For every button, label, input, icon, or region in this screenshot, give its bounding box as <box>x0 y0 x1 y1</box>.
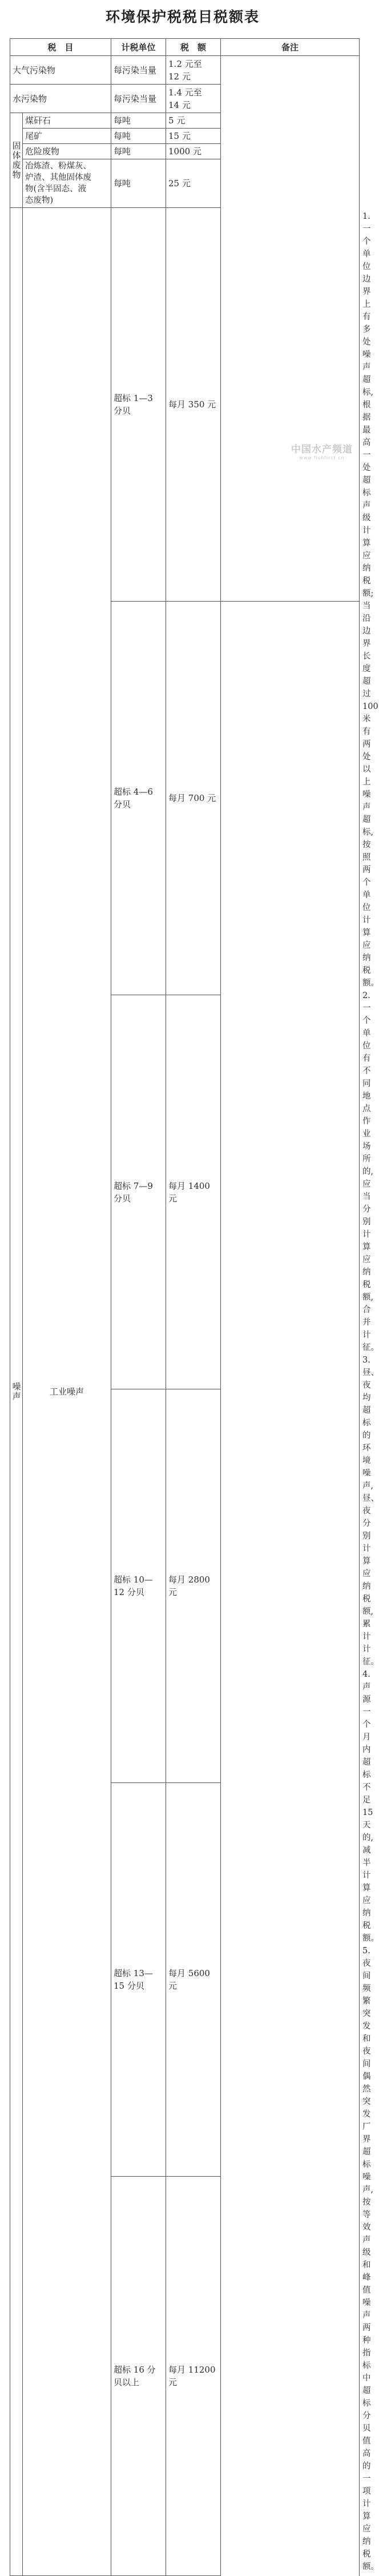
row-item: 水污染物 <box>10 85 111 113</box>
header-unit: 计税单位 <box>111 39 166 56</box>
tax-table <box>10 38 379 2576</box>
row-amount: 每月 2800 元 <box>166 1389 221 1782</box>
row-amount: 每月 11200 元 <box>166 2177 221 2576</box>
row-unit: 每吨 <box>111 144 166 159</box>
row-unit: 超标 10— 12 分贝 <box>111 1389 166 1782</box>
watermark-url: www.fishfirst.cn <box>299 455 345 460</box>
header-note: 备注 <box>221 39 360 56</box>
row-amount: 15 元 <box>166 129 221 144</box>
row-amount: 1.4 元至 14 元 <box>166 85 221 113</box>
row-item: 大气污染物 <box>10 56 111 85</box>
row-item: 尾矿 <box>23 129 111 144</box>
row-unit: 每污染当量 <box>111 56 166 85</box>
row-amount: 1000 元 <box>166 144 221 159</box>
row-unit: 每污染当量 <box>111 85 166 113</box>
row-amount: 每月 350 元 <box>166 208 221 602</box>
page-title: 环境保护税税目税额表 <box>105 9 260 25</box>
row-unit: 超标 4—6 分贝 <box>111 602 166 995</box>
row-note <box>221 56 360 602</box>
header-item: 税 目 <box>10 39 111 56</box>
row-item: 危险废物 <box>23 144 111 159</box>
watermark-text: 中国水产频道 <box>291 444 353 455</box>
row-unit: 超标 13— 15 分贝 <box>111 1782 166 2176</box>
table-row <box>10 56 360 85</box>
watermark-logo <box>291 441 353 460</box>
row-unit: 超标 16 分 贝以上 <box>111 2177 166 2576</box>
group-noise: 噪声 <box>10 208 23 2576</box>
row-amount: 25 元 <box>166 159 221 208</box>
row-unit: 超标 7—9 分贝 <box>111 995 166 1389</box>
row-unit: 每吨 <box>111 113 166 129</box>
header-row <box>10 39 360 56</box>
table-row: 噪声 工业噪声 超标 1—3 分贝 每月 350 元 1. 一个单位边界上有多处噪声超标,根据最高一处超标声级计算应纳税额;当沿边界长度超过 100 米有两处以上噪声超标,按照两个单位计算应纳税额。 2. 一个单位有不同地点作业场所的,应当分别计算应纳税额,合并计征。 3. 昼、夜均超标的环境噪声,昼、夜分别计算应纳税额,累计计征。 4. 声源一个月内超标不足 15 天的,减半计算应纳税额。 5. 夜间频繁突发和夜间偶然突发厂界超标噪声,按等效声级和峰值噪声两种指标中超标分贝值高的一项计算应纳税额。 <box>10 208 360 602</box>
row-amount: 5 元 <box>166 113 221 129</box>
group-solid-waste: 固体废物 <box>10 113 23 208</box>
row-amount: 每月 700 元 <box>166 602 221 995</box>
row-amount: 1.2 元至 12 元 <box>166 56 221 85</box>
noise-sub: 工业噪声 <box>23 208 111 2576</box>
row-amount: 每月 1400 元 <box>166 995 221 1389</box>
row-unit: 每吨 <box>111 129 166 144</box>
row-unit: 每吨 <box>111 159 166 208</box>
row-unit: 超标 1—3 分贝 <box>111 208 166 602</box>
row-amount: 每月 5600 元 <box>166 1782 221 2176</box>
row-item: 冶炼渣、粉煤灰、 炉渣、其他固体废 物(含半固态、液 态废物) <box>23 159 111 208</box>
header-amount: 税 额 <box>166 39 221 56</box>
row-item: 煤矸石 <box>23 113 111 129</box>
